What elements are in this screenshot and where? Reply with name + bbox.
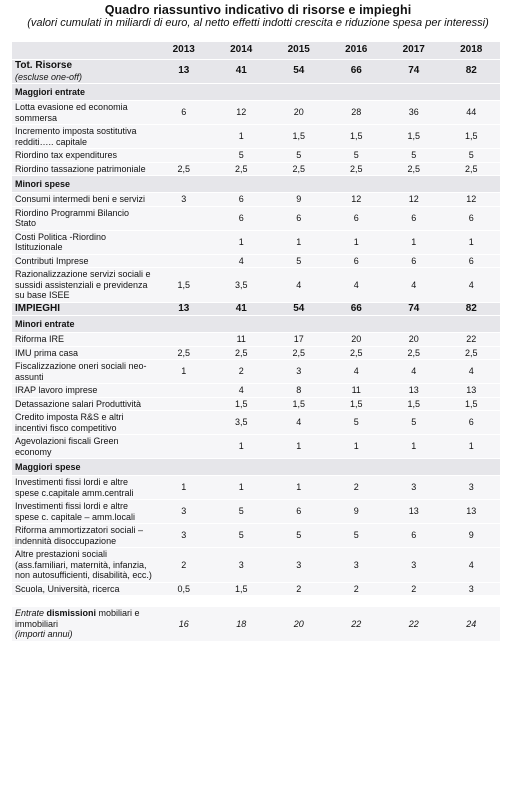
minori-entrate-value-2013 xyxy=(155,384,213,398)
impieghi-total-row xyxy=(12,302,500,316)
minori-spese-row-label: Consumi intermedi beni e servizi xyxy=(12,193,155,207)
maggiori-entrate-value-2018: 1,5 xyxy=(443,125,501,149)
minori-entrate-value-2017: 5 xyxy=(385,411,443,435)
maggiori-spese-value-2013: 1 xyxy=(155,476,213,500)
maggiori-entrate-value-2013: 6 xyxy=(155,101,213,125)
dismissioni-value-2018: 24 xyxy=(443,607,501,642)
minori-spese-value-2014: 4 xyxy=(213,254,271,268)
minori-entrate-value-2014: 1,5 xyxy=(213,397,271,411)
table-row xyxy=(12,582,500,596)
risorse-total-2017: 74 xyxy=(385,60,443,84)
table-row xyxy=(12,548,500,583)
minori-entrate-value-2015: 8 xyxy=(270,384,328,398)
minori-entrate-value-2017: 4 xyxy=(385,360,443,384)
dismissioni-value-2016: 22 xyxy=(328,607,386,642)
minori-spese-value-2013 xyxy=(155,206,213,230)
maggiori-spese-value-2014: 5 xyxy=(213,524,271,548)
minori-spese-value-2018: 6 xyxy=(443,254,501,268)
minori-entrate-row-label: Detassazione salari Produttività xyxy=(12,397,155,411)
minori-spese-heading-row xyxy=(12,176,500,193)
minori-spese-row-label: Contributi Imprese xyxy=(12,254,155,268)
risorse-total-2018: 82 xyxy=(443,60,501,84)
minori-entrate-value-2013: 2,5 xyxy=(155,346,213,360)
maggiori-entrate-heading-row xyxy=(12,84,500,101)
minori-entrate-value-2017: 1,5 xyxy=(385,397,443,411)
year-header: 2016 xyxy=(328,42,386,60)
minori-entrate-value-2014: 3,5 xyxy=(213,411,271,435)
minori-spese-value-2014: 3,5 xyxy=(213,268,271,303)
risorse-total-2013: 13 xyxy=(155,60,213,84)
maggiori-entrate-value-2017: 5 xyxy=(385,149,443,163)
maggiori-spese-value-2018: 3 xyxy=(443,582,501,596)
minori-entrate-value-2017: 1 xyxy=(385,435,443,459)
minori-entrate-value-2018: 4 xyxy=(443,360,501,384)
dismissioni-word-b: dismissioni xyxy=(46,608,99,618)
dismissioni-word-a: Entrate xyxy=(15,608,47,618)
minori-spese-row-label: Riordino Programmi Bilancio Stato xyxy=(12,206,155,230)
table-row xyxy=(12,193,500,207)
maggiori-entrate-value-2014: 1 xyxy=(213,125,271,149)
minori-spese-value-2015: 5 xyxy=(270,254,328,268)
risorse-total-label xyxy=(12,60,155,84)
dismissioni-value-2017: 22 xyxy=(385,607,443,642)
minori-entrate-value-2014: 1 xyxy=(213,435,271,459)
minori-entrate-value-2016: 1 xyxy=(328,435,386,459)
maggiori-entrate-value-2016: 1,5 xyxy=(328,125,386,149)
page-subtitle: (valori cumulati in miliardi di euro, al netto effetti indotti crescita e riduzione spesa per interessi) xyxy=(27,17,489,29)
maggiori-spese-value-2014: 3 xyxy=(213,548,271,583)
maggiori-spese-row-label: Investimenti fissi lordi e altre spese c.capitale amm.centrali xyxy=(12,476,155,500)
maggiori-entrate-value-2017: 2,5 xyxy=(385,162,443,176)
maggiori-entrate-value-2014: 12 xyxy=(213,101,271,125)
table-row xyxy=(12,500,500,524)
maggiori-spese-value-2015: 6 xyxy=(270,500,328,524)
maggiori-spese-value-2015: 5 xyxy=(270,524,328,548)
impieghi-total-2014: 41 xyxy=(213,302,271,316)
maggiori-entrate-heading: Maggiori entrate xyxy=(12,84,500,101)
minori-entrate-value-2017: 2,5 xyxy=(385,346,443,360)
risorse-total-2014: 41 xyxy=(213,60,271,84)
minori-entrate-value-2016: 1,5 xyxy=(328,397,386,411)
year-header: 2017 xyxy=(385,42,443,60)
minori-spese-value-2016: 4 xyxy=(328,268,386,303)
year-header: 2015 xyxy=(270,42,328,60)
spacer-row xyxy=(12,596,500,607)
risorse-total-2015: 54 xyxy=(270,60,328,84)
maggiori-spese-value-2018: 9 xyxy=(443,524,501,548)
maggiori-entrate-row-label: Riordino tax expenditures xyxy=(12,149,155,163)
minori-entrate-value-2018: 13 xyxy=(443,384,501,398)
risorse-title: Tot. Risorse xyxy=(15,60,73,71)
minori-spese-value-2014: 6 xyxy=(213,193,271,207)
maggiori-spese-value-2015: 3 xyxy=(270,548,328,583)
maggiori-entrate-value-2015: 2,5 xyxy=(270,162,328,176)
maggiori-spese-value-2017: 2 xyxy=(385,582,443,596)
table-row xyxy=(12,162,500,176)
minori-entrate-row-label: Agevolazioni fiscali Green economy xyxy=(12,435,155,459)
minori-entrate-value-2014: 4 xyxy=(213,384,271,398)
dismissioni-word-c: mobiliari e immobiliari xyxy=(15,608,140,629)
maggiori-entrate-value-2018: 44 xyxy=(443,101,501,125)
table-row xyxy=(12,524,500,548)
minori-spese-value-2016: 6 xyxy=(328,254,386,268)
maggiori-entrate-value-2014: 2,5 xyxy=(213,162,271,176)
minori-spese-value-2016: 6 xyxy=(328,206,386,230)
minori-spese-value-2017: 1 xyxy=(385,230,443,254)
minori-spese-value-2013 xyxy=(155,230,213,254)
maggiori-entrate-value-2013: 2,5 xyxy=(155,162,213,176)
impieghi-total-2016: 66 xyxy=(328,302,386,316)
table-row xyxy=(12,230,500,254)
maggiori-spese-value-2015: 2 xyxy=(270,582,328,596)
maggiori-spese-value-2014: 5 xyxy=(213,500,271,524)
minori-entrate-value-2016: 2,5 xyxy=(328,346,386,360)
minori-entrate-value-2017: 13 xyxy=(385,384,443,398)
impieghi-total-2013: 13 xyxy=(155,302,213,316)
minori-entrate-value-2018: 6 xyxy=(443,411,501,435)
minori-entrate-row-label: Riforma IRE xyxy=(12,333,155,347)
table-row xyxy=(12,360,500,384)
minori-entrate-value-2013 xyxy=(155,333,213,347)
minori-entrate-value-2017: 20 xyxy=(385,333,443,347)
minori-entrate-value-2016: 4 xyxy=(328,360,386,384)
maggiori-spese-value-2017: 3 xyxy=(385,476,443,500)
minori-entrate-value-2013 xyxy=(155,435,213,459)
dismissioni-row xyxy=(12,607,500,642)
table-row xyxy=(12,125,500,149)
minori-entrate-value-2013 xyxy=(155,411,213,435)
maggiori-entrate-value-2013 xyxy=(155,149,213,163)
minori-spese-value-2018: 6 xyxy=(443,206,501,230)
minori-entrate-value-2015: 2,5 xyxy=(270,346,328,360)
table-row xyxy=(12,346,500,360)
maggiori-entrate-value-2018: 5 xyxy=(443,149,501,163)
minori-spese-value-2018: 4 xyxy=(443,268,501,303)
minori-entrate-value-2018: 1 xyxy=(443,435,501,459)
maggiori-spese-value-2017: 3 xyxy=(385,548,443,583)
table-row xyxy=(12,384,500,398)
maggiori-entrate-value-2016: 28 xyxy=(328,101,386,125)
minori-entrate-value-2014: 2 xyxy=(213,360,271,384)
dismissioni-value-2013: 16 xyxy=(155,607,213,642)
risorse-note: (escluse one-off) xyxy=(15,71,83,82)
maggiori-spese-row-label: Riforma ammortizzatori sociali – indennità disoccupazione xyxy=(12,524,155,548)
maggiori-spese-value-2014: 1 xyxy=(213,476,271,500)
minori-entrate-heading-row xyxy=(12,316,500,333)
year-header: 2018 xyxy=(443,42,501,60)
maggiori-entrate-value-2013 xyxy=(155,125,213,149)
minori-spese-value-2016: 1 xyxy=(328,230,386,254)
impieghi-total-2015: 54 xyxy=(270,302,328,316)
maggiori-spese-value-2013: 2 xyxy=(155,548,213,583)
minori-entrate-value-2015: 1,5 xyxy=(270,397,328,411)
minori-entrate-row-label: IRAP lavoro imprese xyxy=(12,384,155,398)
minori-entrate-value-2018: 2,5 xyxy=(443,346,501,360)
table-row xyxy=(12,333,500,347)
header-blank xyxy=(12,42,155,60)
maggiori-spese-value-2018: 3 xyxy=(443,476,501,500)
maggiori-entrate-value-2016: 5 xyxy=(328,149,386,163)
table-row xyxy=(12,397,500,411)
minori-spese-value-2018: 12 xyxy=(443,193,501,207)
maggiori-spese-row-label: Investimenti fissi lordi e altre spese c. capitale – amm.locali xyxy=(12,500,155,524)
minori-entrate-heading: Minori entrate xyxy=(12,316,500,333)
minori-spese-value-2014: 1 xyxy=(213,230,271,254)
minori-spese-value-2015: 9 xyxy=(270,193,328,207)
maggiori-spese-value-2016: 2 xyxy=(328,582,386,596)
minori-spese-value-2017: 12 xyxy=(385,193,443,207)
maggiori-spese-value-2018: 4 xyxy=(443,548,501,583)
minori-spese-value-2013: 3 xyxy=(155,193,213,207)
maggiori-spese-value-2016: 3 xyxy=(328,548,386,583)
minori-entrate-value-2013 xyxy=(155,397,213,411)
minori-entrate-value-2013: 1 xyxy=(155,360,213,384)
year-header: 2014 xyxy=(213,42,271,60)
minori-entrate-value-2015: 3 xyxy=(270,360,328,384)
maggiori-spese-value-2013: 3 xyxy=(155,524,213,548)
maggiori-entrate-value-2015: 5 xyxy=(270,149,328,163)
minori-entrate-row-label: IMU prima casa xyxy=(12,346,155,360)
maggiori-spese-value-2016: 2 xyxy=(328,476,386,500)
table-row xyxy=(12,411,500,435)
risorse-total-row xyxy=(12,60,500,84)
minori-spese-value-2014: 6 xyxy=(213,206,271,230)
year-header: 2013 xyxy=(155,42,213,60)
minori-entrate-value-2016: 20 xyxy=(328,333,386,347)
dismissioni-value-2014: 18 xyxy=(213,607,271,642)
minori-spese-row-label: Costi Politica -Riordino Istituzionale xyxy=(12,230,155,254)
impieghi-total-2018: 82 xyxy=(443,302,501,316)
minori-spese-value-2017: 6 xyxy=(385,254,443,268)
maggiori-spese-value-2015: 1 xyxy=(270,476,328,500)
maggiori-spese-value-2013: 3 xyxy=(155,500,213,524)
minori-entrate-value-2016: 5 xyxy=(328,411,386,435)
maggiori-entrate-value-2015: 20 xyxy=(270,101,328,125)
risorse-total-2016: 66 xyxy=(328,60,386,84)
table-row xyxy=(12,101,500,125)
maggiori-spese-value-2016: 5 xyxy=(328,524,386,548)
maggiori-spese-heading-row xyxy=(12,459,500,476)
maggiori-spese-heading: Maggiori spese xyxy=(12,459,500,476)
impieghi-total-2017: 74 xyxy=(385,302,443,316)
minori-spese-value-2015: 4 xyxy=(270,268,328,303)
minori-entrate-value-2014: 11 xyxy=(213,333,271,347)
minori-entrate-value-2018: 22 xyxy=(443,333,501,347)
table-row xyxy=(12,435,500,459)
maggiori-entrate-row-label: Incremento imposta sostitutiva redditi….. capitale xyxy=(12,125,155,149)
page-title: Quadro riassuntivo indicativo di risorse e impieghi xyxy=(104,3,412,17)
dismissioni-label xyxy=(12,607,155,642)
maggiori-entrate-value-2018: 2,5 xyxy=(443,162,501,176)
maggiori-spese-value-2014: 1,5 xyxy=(213,582,271,596)
maggiori-spese-value-2017: 13 xyxy=(385,500,443,524)
table-row xyxy=(12,206,500,230)
maggiori-spese-row-label: Altre prestazioni sociali (ass.familiari, maternità, infanzia, non autosufficienti, disabilità, ecc.) xyxy=(12,548,155,583)
minori-spese-value-2015: 6 xyxy=(270,206,328,230)
minori-spese-value-2018: 1 xyxy=(443,230,501,254)
maggiori-spese-value-2016: 9 xyxy=(328,500,386,524)
minori-spese-value-2017: 6 xyxy=(385,206,443,230)
minori-entrate-value-2018: 1,5 xyxy=(443,397,501,411)
minori-entrate-value-2015: 1 xyxy=(270,435,328,459)
table-row xyxy=(12,254,500,268)
table-row xyxy=(12,268,500,303)
minori-spese-row-label: Razionalizzazione servizi sociali e sussidi assistenziali e previdenza su base ISEE xyxy=(12,268,155,303)
dismissioni-note: (importi annui) xyxy=(15,629,73,639)
spacer-cell xyxy=(12,596,500,607)
maggiori-entrate-value-2015: 1,5 xyxy=(270,125,328,149)
minori-spese-value-2017: 4 xyxy=(385,268,443,303)
table-row xyxy=(12,476,500,500)
minori-entrate-value-2015: 17 xyxy=(270,333,328,347)
maggiori-spese-value-2017: 6 xyxy=(385,524,443,548)
minori-spese-value-2013 xyxy=(155,254,213,268)
maggiori-entrate-row-label: Lotta evasione ed economia sommersa xyxy=(12,101,155,125)
maggiori-spese-value-2018: 13 xyxy=(443,500,501,524)
minori-entrate-value-2015: 4 xyxy=(270,411,328,435)
table-row xyxy=(12,149,500,163)
impieghi-label: IMPIEGHI xyxy=(12,302,155,316)
minori-spese-value-2015: 1 xyxy=(270,230,328,254)
maggiori-entrate-value-2017: 36 xyxy=(385,101,443,125)
maggiori-entrate-row-label: Riordino tassazione patrimoniale xyxy=(12,162,155,176)
maggiori-entrate-value-2017: 1,5 xyxy=(385,125,443,149)
minori-spese-value-2016: 12 xyxy=(328,193,386,207)
minori-entrate-value-2016: 11 xyxy=(328,384,386,398)
minori-entrate-row-label: Fiscalizzazione oneri sociali neo-assunti xyxy=(12,360,155,384)
minori-entrate-row-label: Credito imposta R&S e altri incentivi fisco competitivo xyxy=(12,411,155,435)
minori-entrate-value-2014: 2,5 xyxy=(213,346,271,360)
maggiori-spese-row-label: Scuola, Università, ricerca xyxy=(12,582,155,596)
dismissioni-value-2015: 20 xyxy=(270,607,328,642)
maggiori-entrate-value-2016: 2,5 xyxy=(328,162,386,176)
maggiori-spese-value-2013: 0,5 xyxy=(155,582,213,596)
minori-spese-value-2013: 1,5 xyxy=(155,268,213,303)
summary-table xyxy=(12,42,500,642)
header-row xyxy=(12,42,500,60)
maggiori-entrate-value-2014: 5 xyxy=(213,149,271,163)
minori-spese-heading: Minori spese xyxy=(12,176,500,193)
